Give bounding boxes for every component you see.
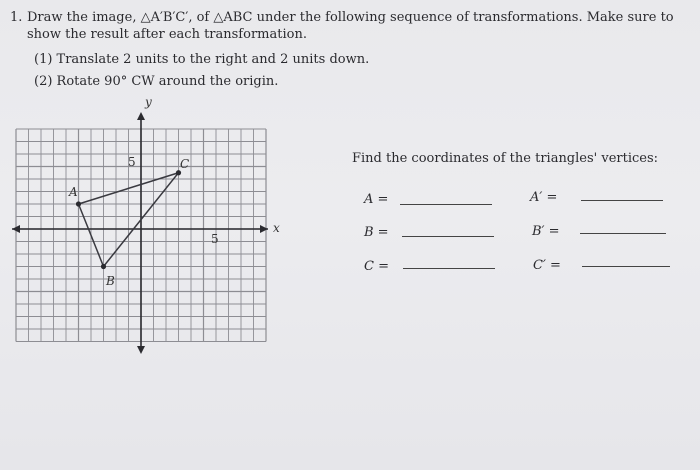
y-axis-arrow-down — [137, 346, 145, 354]
y-axis-arrow-up — [137, 112, 145, 120]
axes — [12, 112, 268, 354]
point-b-dot — [101, 264, 106, 269]
point-c-label: C — [180, 157, 190, 171]
blank-b-prime[interactable] — [580, 233, 666, 234]
y-axis-label: y — [145, 95, 152, 109]
problem-text: Draw the image, △A′B′C′, of △ABC under the following sequence of transformations. Make sure to show the result after each transformation. — [27, 10, 674, 42]
blank-a[interactable] — [400, 204, 492, 205]
label-c: C = — [364, 259, 389, 274]
problem-number: 1. — [10, 10, 23, 25]
blank-c[interactable] — [403, 268, 495, 269]
y-tick-5: 5 — [128, 155, 136, 169]
point-a-label: A — [69, 185, 78, 199]
label-a: A = — [364, 192, 389, 207]
label-b-prime: B′ = — [532, 224, 560, 239]
step-rotate: (2) Rotate 90° CW around the origin. — [34, 74, 279, 89]
point-b-label: B — [106, 274, 115, 288]
step-translate: (1) Translate 2 units to the right and 2 units down. — [34, 52, 370, 67]
coordinates-prompt: Find the coordinates of the triangles' vertices: — [352, 151, 659, 166]
blank-a-prime[interactable] — [581, 200, 663, 201]
x-axis-arrow-right — [260, 225, 268, 233]
point-a-dot — [76, 201, 81, 206]
blank-b[interactable] — [402, 236, 494, 237]
blank-c-prime[interactable] — [582, 266, 670, 267]
label-c-prime: C′ = — [533, 258, 561, 273]
label-a-prime: A′ = — [530, 190, 558, 205]
label-b: B = — [364, 225, 389, 240]
x-axis-label: x — [273, 221, 280, 235]
x-tick-5: 5 — [211, 232, 219, 246]
